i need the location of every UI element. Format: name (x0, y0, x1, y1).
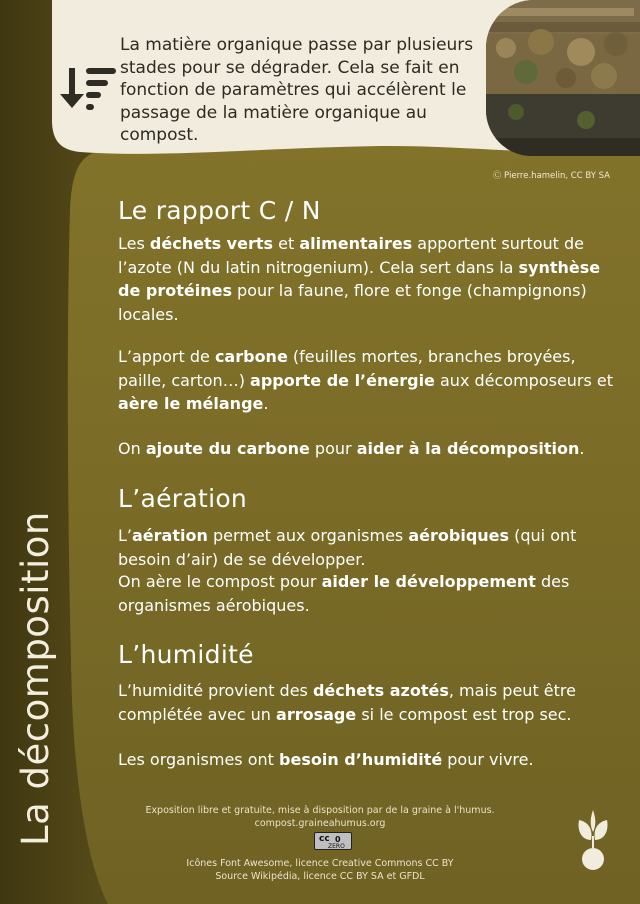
text-run: pour vivre. (442, 750, 534, 769)
text-run: des organismes aérobiques. (118, 572, 570, 615)
side-title: La décomposition (14, 511, 57, 846)
paragraph-humidity-2 (118, 748, 618, 772)
paragraph-humidity-1 (118, 679, 618, 726)
heading-aeration: L’aération (118, 484, 248, 513)
text-run: On (118, 439, 146, 458)
text-run: si le compost est trop sec. (356, 704, 572, 724)
emphasized-text: aider à la décomposition (356, 439, 580, 458)
paragraph-carbon-nitrogen-3 (118, 437, 618, 461)
emphasized-text: aère le mélange (118, 394, 264, 413)
text-run: . (579, 439, 585, 458)
paragraph-aeration-2 (118, 570, 618, 617)
footer-icons-license: Icônes Font Awesome, licence Creative Commons CC BY (186, 858, 454, 869)
footer-source-license: Source Wikipédia, licence CC BY SA et GFDL (215, 871, 425, 882)
emphasized-text: besoin d’humidité (279, 750, 443, 769)
sort-amount-down-icon (60, 64, 118, 114)
emphasized-text: carbone (214, 347, 288, 366)
text-run: (qui ont besoin d’air) de se développer. (118, 526, 577, 569)
heading-carbon-nitrogen: Le rapport C / N (118, 196, 321, 225)
text-run: , mais peut être complétée avec un (118, 681, 576, 724)
compost-photo (486, 0, 640, 156)
text-run: apportent surtout de l’azote (N du latin nitrogenium). Cela sert dans la (118, 234, 585, 277)
emphasized-text: déchets verts (149, 234, 274, 253)
text-run: L’apport de (118, 347, 215, 366)
text-run: (feuilles mortes, branches broyées, paille, carton…) (118, 347, 576, 390)
emphasized-text: déchets azotés (312, 681, 449, 700)
emphasized-text: arrosage (276, 704, 357, 724)
emphasized-text: alimentaires (299, 234, 413, 253)
cc0-license-badge: cc 0 ZERO (314, 832, 352, 850)
footer-website-link[interactable]: compost.graineahumus.org (254, 818, 386, 829)
emphasized-text: aider le développement (321, 572, 536, 591)
text-run: L’humidité provient des (118, 681, 313, 700)
paragraph-carbon-nitrogen-1 (118, 232, 618, 326)
text-run: On aère le compost pour (118, 572, 322, 591)
photo-credit: Ⓒ Pierre.hamelin, CC BY SA (492, 171, 610, 181)
emphasized-text: aération (132, 526, 208, 545)
text-run: permet aux organismes (207, 526, 409, 545)
text-run: L’ (118, 526, 132, 545)
footer-exposition-text: Exposition libre et gratuite, mise à disposition par de la graine à l'humus. (145, 805, 495, 816)
text-run: et (273, 234, 300, 253)
paragraph-aeration-1 (118, 524, 618, 571)
emphasized-text: synthèse de protéines (118, 257, 601, 300)
text-run: Les organismes ont (118, 750, 280, 769)
emphasized-text: ajoute du carbone (145, 439, 310, 458)
text-run: pour la faune, flore et fonge (champignons) locales. (118, 281, 587, 324)
intro-text: La matière organique passe par plusieurs stades pour se dégrader. Cela se fait en fonction de paramètres qui accélèrent le passage de la matière organique au compost. (120, 35, 474, 145)
seedling-logo-icon (573, 810, 613, 872)
text-run: . (263, 394, 269, 413)
heading-humidity: L’humidité (118, 640, 254, 669)
emphasized-text: aérobiques (408, 526, 510, 545)
text-run: pour (309, 439, 357, 458)
paragraph-carbon-nitrogen-2 (118, 345, 618, 416)
text-run: aux décomposeurs et (434, 370, 614, 390)
emphasized-text: apporte de l’énergie (250, 370, 435, 390)
text-run: Les (118, 234, 150, 253)
